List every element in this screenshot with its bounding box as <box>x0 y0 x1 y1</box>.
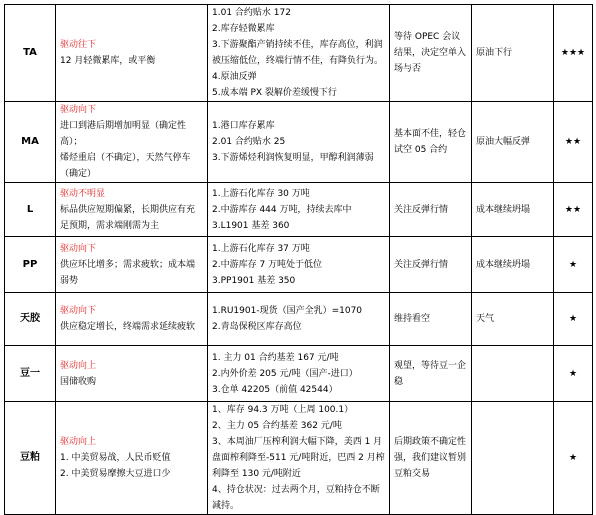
detail-line: 3.下游聚酯产销持续不佳，库存高位，利润被压缩低位，终端行情不佳，有降负行为。 <box>212 40 384 66</box>
table-body <box>5 5 593 515</box>
commodity-name: 豆粕 <box>5 402 56 515</box>
strategy-cell: 基本面不佳，轻仓试空 05 合约 <box>390 102 472 183</box>
strategy-cell: 观望，等待豆一企稳 <box>390 346 472 402</box>
detail-line: 2.库存轻微累库 <box>212 24 275 34</box>
table-row <box>5 402 593 515</box>
rating-stars: ★★★ <box>554 5 593 102</box>
driver-line: 供应环比增多；需求疲软；成本端弱势 <box>60 259 196 286</box>
driver-line: 供应稳定增长，终端需求延续疲软 <box>60 322 196 332</box>
detail-line: 1. 主力 01 合约基差 167 元/吨 <box>212 352 339 363</box>
driver-cell <box>56 402 208 515</box>
table-row <box>5 293 593 346</box>
risk-factor-cell: 天气 <box>472 293 554 346</box>
strategy-cell: 后期政策不确定性强，我们建议暂别豆粕交易 <box>390 402 472 515</box>
driver-line: 烯烃重启（不确定），天然气停车（确定） <box>60 153 191 179</box>
driver-cell <box>56 293 208 346</box>
details-cell <box>208 346 390 402</box>
details-cell <box>208 402 390 515</box>
details-cell <box>208 5 390 102</box>
driver-line: 12 月轻微累库，或平衡 <box>60 56 156 66</box>
detail-line: 1.上游石化库存 37 万吨 <box>212 243 310 254</box>
rating-stars: ★ <box>554 237 593 293</box>
detail-line: 3.PP1901 基差 350 <box>212 275 296 286</box>
commodity-name: 豆一 <box>5 346 56 402</box>
risk-factor-cell: 原油大幅反弹 <box>472 102 554 183</box>
driver-cell <box>56 237 208 293</box>
strategy-cell: 关注反弹行情 <box>390 183 472 237</box>
table-row <box>5 5 593 102</box>
risk-factor-cell: 成本继续坍塌 <box>472 183 554 237</box>
details-cell <box>208 102 390 183</box>
detail-line: 2.内外价差 205 元/吨（国产-进口） <box>212 368 358 379</box>
rating-stars: ★★ <box>554 102 593 183</box>
table-row <box>5 102 593 183</box>
driver-cell <box>56 346 208 402</box>
detail-line: 2、主力 05 合约基差 362 元/吨 <box>212 421 342 431</box>
commodity-name: PP <box>5 237 56 293</box>
commodity-name: L <box>5 183 56 237</box>
risk-factor-cell: 成本继续坍塌 <box>472 237 554 293</box>
detail-line: 5.成本端 PX 裂解价差缓慢下行 <box>212 88 337 98</box>
driver-line: 1. 中美贸易战，人民币贬值 <box>60 453 171 463</box>
detail-line: 1.01 合约贴水 172 <box>212 8 291 18</box>
detail-line: 1.港口库存累库 <box>212 121 275 131</box>
commodity-name: 天胶 <box>5 293 56 346</box>
commodity-name: TA <box>5 5 56 102</box>
detail-line: 3.下游烯烃利润恢复明显，甲醇利润薄弱 <box>212 153 374 163</box>
driver-line: 国储收购 <box>60 376 97 387</box>
detail-line: 2.01 合约贴水 25 <box>212 137 286 147</box>
detail-line: 1.RU1901-现货（国产全乳）=1070 <box>212 306 363 316</box>
detail-line: 4.原油反弹 <box>212 72 257 82</box>
detail-line: 3.L1901 基差 360 <box>212 220 290 231</box>
detail-line: 3、本周油厂压榨利润大幅下降，美西 1 月盘面榨利降至-511 元/吨附近，巴西 2 月榨利降至 130 元/吨附近 <box>212 437 385 479</box>
rating-stars: ★ <box>554 293 593 346</box>
rating-stars: ★ <box>554 402 593 515</box>
detail-line: 3.仓单 42205（前值 42544） <box>212 384 338 395</box>
driver-title: 驱动向上 <box>60 437 97 447</box>
table-row <box>5 237 593 293</box>
table-row <box>5 183 593 237</box>
details-cell <box>208 183 390 237</box>
strategy-cell: 等待 OPEC 会议结果，决定空单入场与否 <box>390 5 472 102</box>
driver-line: 2. 中美贸易摩擦大豆进口少 <box>60 469 171 479</box>
driver-line: 进口到港后期增加明显（确定性高）； <box>60 121 187 147</box>
driver-cell <box>56 102 208 183</box>
driver-title: 驱动向下 <box>60 306 97 316</box>
strategy-cell: 关注反弹行情 <box>390 237 472 293</box>
driver-line: 标品供应短期偏紧，长期供应有充足预期，需求端刚需为主 <box>60 204 196 231</box>
table-row <box>5 346 593 402</box>
detail-line: 1.上游石化库存 30 万吨 <box>212 188 310 199</box>
detail-line: 1、库存 94.3 万吨（上周 100.1） <box>212 405 354 415</box>
risk-factor-cell <box>472 402 554 515</box>
risk-factor-cell: 原油下行 <box>472 5 554 102</box>
driver-title: 驱动向上 <box>60 360 97 371</box>
rating-stars: ★★ <box>554 183 593 237</box>
driver-title: 驱动不明显 <box>60 188 106 199</box>
driver-title: 驱动往下 <box>60 40 97 50</box>
commodity-table <box>4 4 593 515</box>
driver-title: 驱动向下 <box>60 243 97 254</box>
details-cell <box>208 293 390 346</box>
detail-line: 4、持仓状况：过去两个月，豆粕持仓不断减持。 <box>212 485 380 511</box>
detail-line: 2.中游库存 444 万吨，持续去库中 <box>212 204 352 215</box>
driver-cell <box>56 5 208 102</box>
driver-cell <box>56 183 208 237</box>
risk-factor-cell <box>472 346 554 402</box>
rating-stars: ★ <box>554 346 593 402</box>
detail-line: 2.青岛保税区库存高位 <box>212 322 302 332</box>
strategy-cell: 维持看空 <box>390 293 472 346</box>
detail-line: 2.中游库存 7 万吨处于低位 <box>212 259 323 270</box>
details-cell <box>208 237 390 293</box>
driver-title: 驱动向下 <box>60 105 97 115</box>
commodity-name: MA <box>5 102 56 183</box>
